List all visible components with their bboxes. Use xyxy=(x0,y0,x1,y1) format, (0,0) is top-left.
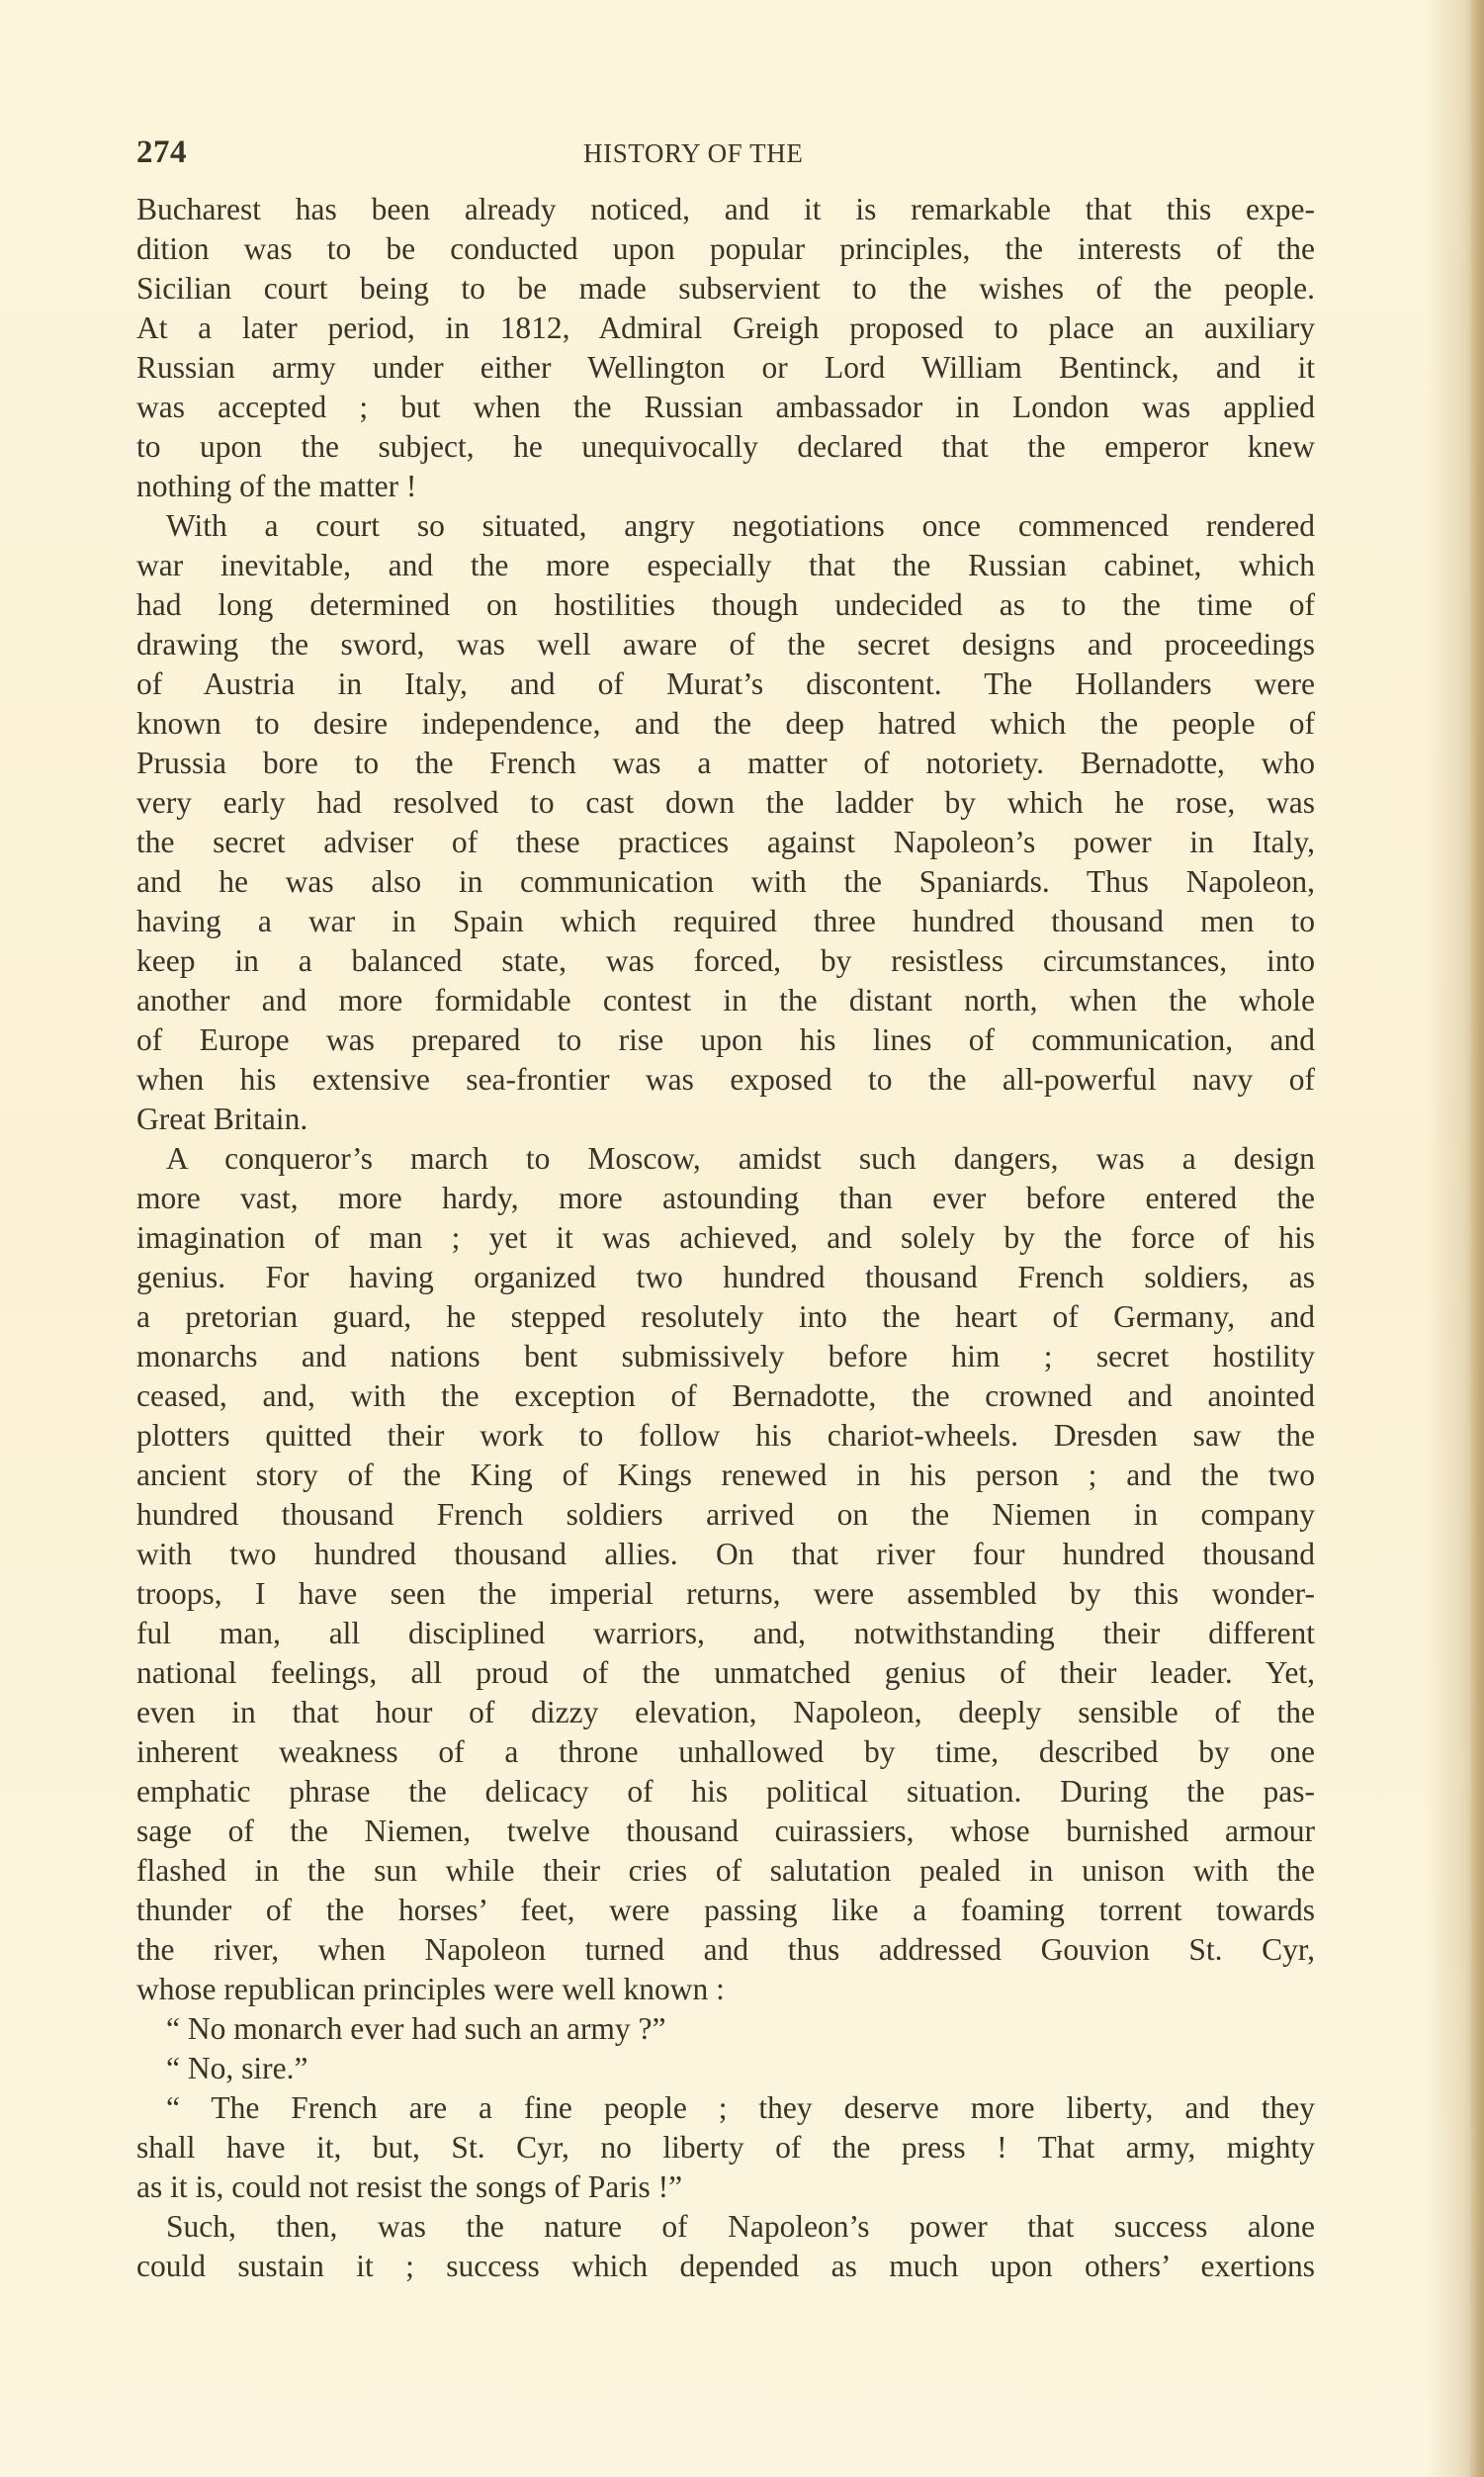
text-line: imagination of man ; yet it was achieved, and solely by the force of his xyxy=(136,1220,1315,1255)
text-line: Such, then, was the nature of Napoleon’s power that success alone xyxy=(166,2209,1315,2244)
text-line: having a war in Spain which required three hundred thousand men to xyxy=(136,904,1315,938)
text-line: flashed in the sun while their cries of salutation pealed in unison with the xyxy=(136,1853,1315,1888)
text-line: keep in a balanced state, was forced, by resistless circumstances, into xyxy=(136,943,1315,978)
text-line: another and more formidable contest in the distant north, when the whole xyxy=(136,983,1315,1017)
text-line: Sicilian court being to be made subservient to the wishes of the people. xyxy=(136,271,1315,306)
text-line: With a court so situated, angry negotiations once commenced rendered xyxy=(166,508,1315,543)
text-line: At a later period, in 1812, Admiral Greigh proposed to place an auxiliary xyxy=(136,310,1315,345)
text-line: nothing of the matter ! xyxy=(136,469,417,503)
text-line: of Europe was prepared to rise upon his lines of communication, and xyxy=(136,1022,1315,1057)
text-line: “ No, sire.” xyxy=(166,2051,308,2085)
text-line: inherent weakness of a throne unhallowed by time, described by one xyxy=(136,1734,1315,1769)
running-title: HISTORY OF THE xyxy=(583,138,804,168)
text-line: war inevitable, and the more especially that the Russian cabinet, which xyxy=(136,548,1315,582)
text-line: national feelings, all proud of the unmatched genius of their leader. Yet, xyxy=(136,1655,1315,1690)
text-line: emphatic phrase the delicacy of his political situation. During the pas- xyxy=(136,1774,1315,1809)
text-line: plotters quitted their work to follow his chariot-wheels. Dresden saw the xyxy=(136,1418,1315,1453)
text-line: as it is, could not resist the songs of Paris !” xyxy=(136,2169,683,2204)
page-number: 274 xyxy=(136,134,187,170)
text-line: ancient story of the King of Kings renewed in his person ; and the two xyxy=(136,1458,1315,1492)
text-line: Prussia bore to the French was a matter of notoriety. Bernadotte, who xyxy=(136,746,1315,780)
text-line: the secret adviser of these practices against Napoleon’s power in Italy, xyxy=(136,825,1315,859)
text-line: was accepted ; but when the Russian ambassador in London was applied xyxy=(136,390,1315,424)
text-line: more vast, more hardy, more astounding than ever before entered the xyxy=(136,1181,1315,1215)
text-line: “ No monarch ever had such an army ?” xyxy=(166,2011,666,2046)
page-edge-shadow xyxy=(1470,0,1484,2477)
text-line: ceased, and, with the exception of Bernadotte, the crowned and anointed xyxy=(136,1378,1315,1413)
text-line: drawing the sword, was well aware of the secret designs and proceedings xyxy=(136,627,1315,662)
text-line: A conqueror’s march to Moscow, amidst such dangers, was a design xyxy=(166,1141,1315,1176)
text-line: had long determined on hostilities though undecided as to the time of xyxy=(136,587,1315,622)
text-line: ful man, all disciplined warriors, and, notwithstanding their different xyxy=(136,1616,1315,1650)
running-head xyxy=(136,134,1315,174)
text-line: hundred thousand French soldiers arrived on the Niemen in company xyxy=(136,1497,1315,1532)
text-line: sage of the Niemen, twelve thousand cuirassiers, whose burnished armour xyxy=(136,1814,1315,1848)
text-line: Great Britain. xyxy=(136,1102,308,1136)
text-line: and he was also in communication with the Spaniards. Thus Napoleon, xyxy=(136,864,1315,899)
text-line: to upon the subject, he unequivocally declared that the emperor knew xyxy=(136,429,1315,464)
body-text xyxy=(136,190,1315,2286)
text-line: thunder of the horses’ feet, were passing like a foaming torrent towards xyxy=(136,1893,1315,1927)
text-line: dition was to be conducted upon popular principles, the interests of the xyxy=(136,231,1315,266)
text-line: genius. For having organized two hundred thousand French soldiers, as xyxy=(136,1260,1315,1294)
text-line: shall have it, but, St. Cyr, no liberty of the press ! That army, mighty xyxy=(136,2130,1315,2165)
text-line: the river, when Napoleon turned and thus addressed Gouvion St. Cyr, xyxy=(136,1932,1315,1967)
text-line: Russian army under either Wellington or Lord William Bentinck, and it xyxy=(136,350,1315,385)
text-line: monarchs and nations bent submissively before him ; secret hostility xyxy=(136,1339,1315,1373)
text-line: “ The French are a fine people ; they deserve more liberty, and they xyxy=(166,2090,1315,2125)
text-line: Bucharest has been already noticed, and it is remarkable that this expe- xyxy=(136,192,1315,226)
text-line: could sustain it ; success which depended as much upon others’ exertions xyxy=(136,2249,1315,2283)
text-line: with two hundred thousand allies. On that river four hundred thousand xyxy=(136,1537,1315,1571)
text-line: a pretorian guard, he stepped resolutely into the heart of Germany, and xyxy=(136,1299,1315,1334)
text-line: very early had resolved to cast down the ladder by which he rose, was xyxy=(136,785,1315,820)
text-line: even in that hour of dizzy elevation, Napoleon, deeply sensible of the xyxy=(136,1695,1315,1729)
text-line: known to desire independence, and the deep hatred which the people of xyxy=(136,706,1315,741)
text-line: troops, I have seen the imperial returns, were assembled by this wonder- xyxy=(136,1576,1315,1611)
text-line: when his extensive sea-frontier was exposed to the all-powerful navy of xyxy=(136,1062,1315,1097)
text-line: whose republican principles were well known : xyxy=(136,1972,725,2006)
text-line: of Austria in Italy, and of Murat’s discontent. The Hollanders were xyxy=(136,666,1315,701)
